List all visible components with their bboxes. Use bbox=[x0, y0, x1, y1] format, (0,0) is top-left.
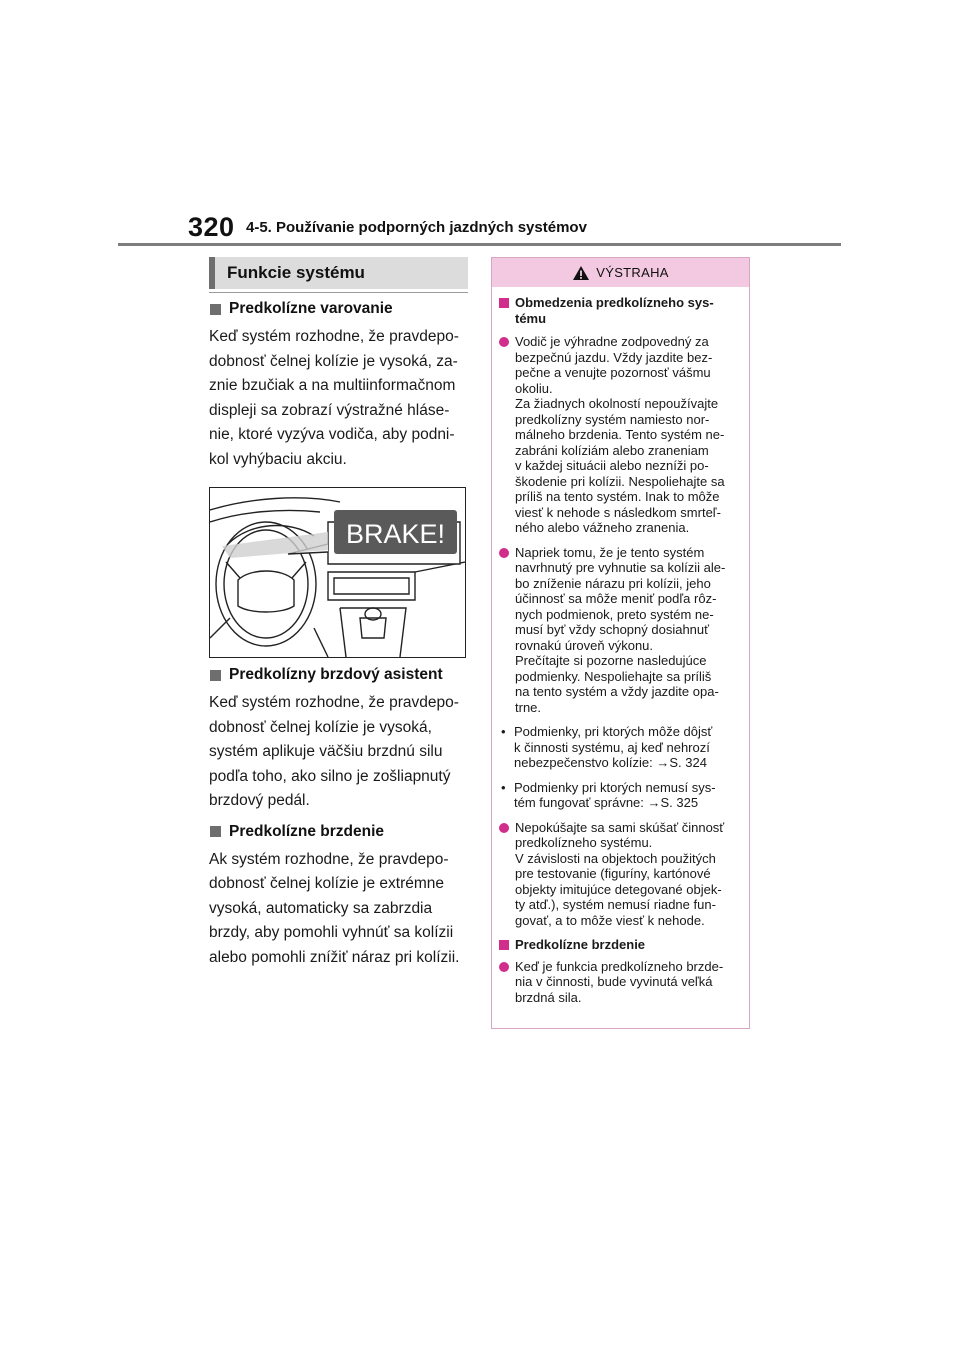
text-line: Podmienky, pri ktorých môže dôjsť bbox=[514, 724, 713, 739]
text-line: trne. bbox=[515, 699, 542, 715]
subheading-text: Predkolízne varovanie bbox=[229, 300, 393, 317]
square-bullet-icon bbox=[499, 940, 509, 950]
text-line: príliš na tento systém. Inak to môže bbox=[515, 489, 720, 504]
text-line: nie, ktoré vyzýva vodiča, aby podni- bbox=[209, 426, 455, 443]
warning-triangle-icon bbox=[572, 265, 590, 281]
subheading-pre-collision-braking bbox=[209, 823, 468, 841]
dot-bullet-icon bbox=[499, 823, 509, 833]
text-line: displeji sa zobrazí výstražné hláse- bbox=[209, 401, 450, 419]
brake-warning-text: BRAKE! bbox=[345, 519, 446, 549]
text-line: k činnosti systému, aj keď nehrozí bbox=[514, 739, 710, 755]
text-line: Predkolízne brzdenie bbox=[515, 937, 646, 952]
heading-underline bbox=[209, 292, 468, 293]
warning-body bbox=[492, 287, 749, 1005]
bullet-mark: • bbox=[501, 724, 506, 739]
text-line: škodenie pri kolízii. Nespoliehajte sa bbox=[515, 473, 725, 489]
paragraph-brake-assist bbox=[209, 691, 468, 814]
text-line: viesť k nehode s následkom smrteľ- bbox=[515, 504, 721, 520]
paragraph-pre-collision-warning bbox=[209, 325, 468, 472]
bullet-mark: • bbox=[501, 779, 506, 795]
subheading-brake-assist bbox=[209, 666, 468, 684]
text-line: kol vyhýbaciu akciu. bbox=[209, 450, 347, 468]
text-line: nych podmienok, preto systém ne- bbox=[515, 606, 714, 622]
page-number: 320 bbox=[188, 212, 235, 242]
text-line: navrhnutý pre vyhnutie sa kolízii ale- bbox=[515, 560, 726, 575]
dashboard-illustration bbox=[209, 487, 466, 658]
warning-item-effectiveness bbox=[499, 545, 742, 716]
text-line: pečne a venujte pozornosť vášmu bbox=[515, 365, 711, 380]
text-line: zabráni kolíziám alebo zraneniam bbox=[515, 442, 709, 458]
text-line: okoliu. bbox=[515, 380, 553, 396]
text-line: ty atď.), systém nemusí riadne fun- bbox=[515, 897, 716, 912]
text-line: bo zníženie nárazu pri kolízii, jeho bbox=[515, 575, 711, 591]
dot-bullet-icon bbox=[499, 962, 509, 972]
page-reference-link[interactable]: nebezpečenstvo kolízie: →S. 324 bbox=[514, 755, 707, 770]
section-heading: Funkcie systému bbox=[227, 263, 365, 282]
subheading-text: Predkolízny brzdový asistent bbox=[229, 666, 443, 683]
text-line: brzdy, aby pomohli vyhnúť sa kolízii bbox=[209, 924, 454, 941]
text-line: Keď systém rozhodne, že pravdepo- bbox=[209, 328, 459, 345]
dot-bullet-icon bbox=[499, 548, 509, 558]
text-line: musí byť vždy schopný dosiahnuť bbox=[515, 622, 710, 637]
text-line: predkolízny systém namiesto nor- bbox=[515, 411, 710, 427]
text-line: pre testovanie (figuríny, kartónové bbox=[515, 866, 711, 881]
square-bullet-icon bbox=[210, 826, 221, 837]
text-line: predkolízneho systému. bbox=[515, 835, 653, 850]
text-line: podmienky. Nespoliehajte sa príliš bbox=[515, 668, 712, 684]
warning-item-driver-responsibility bbox=[499, 334, 742, 536]
warning-item-brake-force bbox=[499, 959, 742, 1006]
text-line: Keď systém rozhodne, že pravdepo- bbox=[209, 694, 459, 711]
paragraph-pre-collision-braking bbox=[209, 848, 468, 971]
text-line: brzdná sila. bbox=[515, 989, 582, 1005]
warning-bullet-conditions-malfunction bbox=[499, 780, 742, 811]
text-line: dobnosť čelnej kolízie je vysoká, bbox=[209, 718, 432, 736]
text-line: bezpečnú jazdu. Vždy jazdite bez- bbox=[515, 349, 713, 365]
text-line: govať, a to môže viesť k nehode. bbox=[515, 912, 705, 928]
text-line: Nepokúšajte sa sami skúšať činnosť bbox=[515, 819, 725, 835]
dot-bullet-icon bbox=[499, 337, 509, 347]
warning-header bbox=[492, 258, 749, 287]
subheading-text: Predkolízne brzdenie bbox=[229, 822, 385, 840]
text-line: alebo pomohli znížiť náraz pri kolízii. bbox=[209, 948, 460, 966]
text-line: dobnosť čelnej kolízie je vysoká, za- bbox=[209, 352, 458, 370]
warning-subheading-limitations bbox=[499, 295, 742, 326]
text-line: Ak systém rozhodne, že pravdepo- bbox=[209, 850, 449, 868]
text-line: podľa toho, ako silno je zošliapnutý bbox=[209, 767, 451, 785]
text-line: málneho brzdenia. Tento systém ne- bbox=[515, 427, 725, 442]
text-line: Podmienky pri ktorých nemusí sys- bbox=[514, 779, 716, 795]
text-line: dobnosť čelnej kolízie je extrémne bbox=[209, 875, 444, 892]
warning-box bbox=[491, 257, 750, 1029]
text-line: Vodič je výhradne zodpovedný za bbox=[515, 334, 709, 349]
page-reference-link[interactable]: tém fungovať správne: →S. 325 bbox=[514, 795, 699, 810]
text-line: objekty imitujúce detegované objek- bbox=[515, 881, 722, 897]
header-divider bbox=[118, 243, 841, 246]
dashboard-line-art bbox=[210, 488, 465, 657]
text-line: systém aplikuje väčšiu brzdnú silu bbox=[209, 743, 443, 760]
text-line: Prečítajte si pozorne nasledujúce bbox=[515, 653, 707, 668]
text-line: ného alebo vážneho zranenia. bbox=[515, 520, 690, 535]
text-line: Obmedzenia predkolízneho sys- bbox=[515, 295, 714, 310]
text-line: nia v činnosti, bude vyvinutá veľká bbox=[515, 974, 713, 989]
warning-title: VÝSTRAHA bbox=[596, 265, 669, 280]
warning-bullet-conditions-activation bbox=[499, 724, 742, 771]
square-bullet-icon bbox=[499, 298, 509, 308]
square-bullet-icon bbox=[210, 670, 221, 681]
text-line: brzdový pedál. bbox=[209, 792, 310, 809]
text-line: účinnosť sa môže meniť podľa rôz- bbox=[515, 591, 717, 606]
text-line: v každej situácii alebo nezníži po- bbox=[515, 458, 709, 473]
warning-subheading-braking bbox=[499, 937, 742, 953]
left-column bbox=[209, 257, 468, 970]
text-line: vysoká, automaticky sa zabrzdia bbox=[209, 899, 433, 917]
warning-item-testing bbox=[499, 820, 742, 929]
text-line: Napriek tomu, že je tento systém bbox=[515, 544, 705, 560]
section-title: 4-5. Používanie podporných jazdných systémov bbox=[246, 219, 587, 236]
text-line: tému bbox=[515, 310, 547, 326]
subheading-pre-collision-warning bbox=[209, 300, 468, 318]
text-line: Keď je funkcia predkolízneho brzde- bbox=[515, 958, 724, 974]
text-line: na tento systém a vždy jazdite opa- bbox=[515, 684, 719, 699]
square-bullet-icon bbox=[210, 304, 221, 315]
text-line: Za žiadnych okolností nepoužívajte bbox=[515, 396, 719, 411]
text-line: rovnakú úroveň výkonu. bbox=[515, 637, 654, 653]
text-line: V závislosti na objektoch použitých bbox=[515, 850, 716, 866]
text-line: znie bzučiak a na multiinformačnom bbox=[209, 377, 456, 394]
section-heading-box bbox=[209, 257, 468, 289]
